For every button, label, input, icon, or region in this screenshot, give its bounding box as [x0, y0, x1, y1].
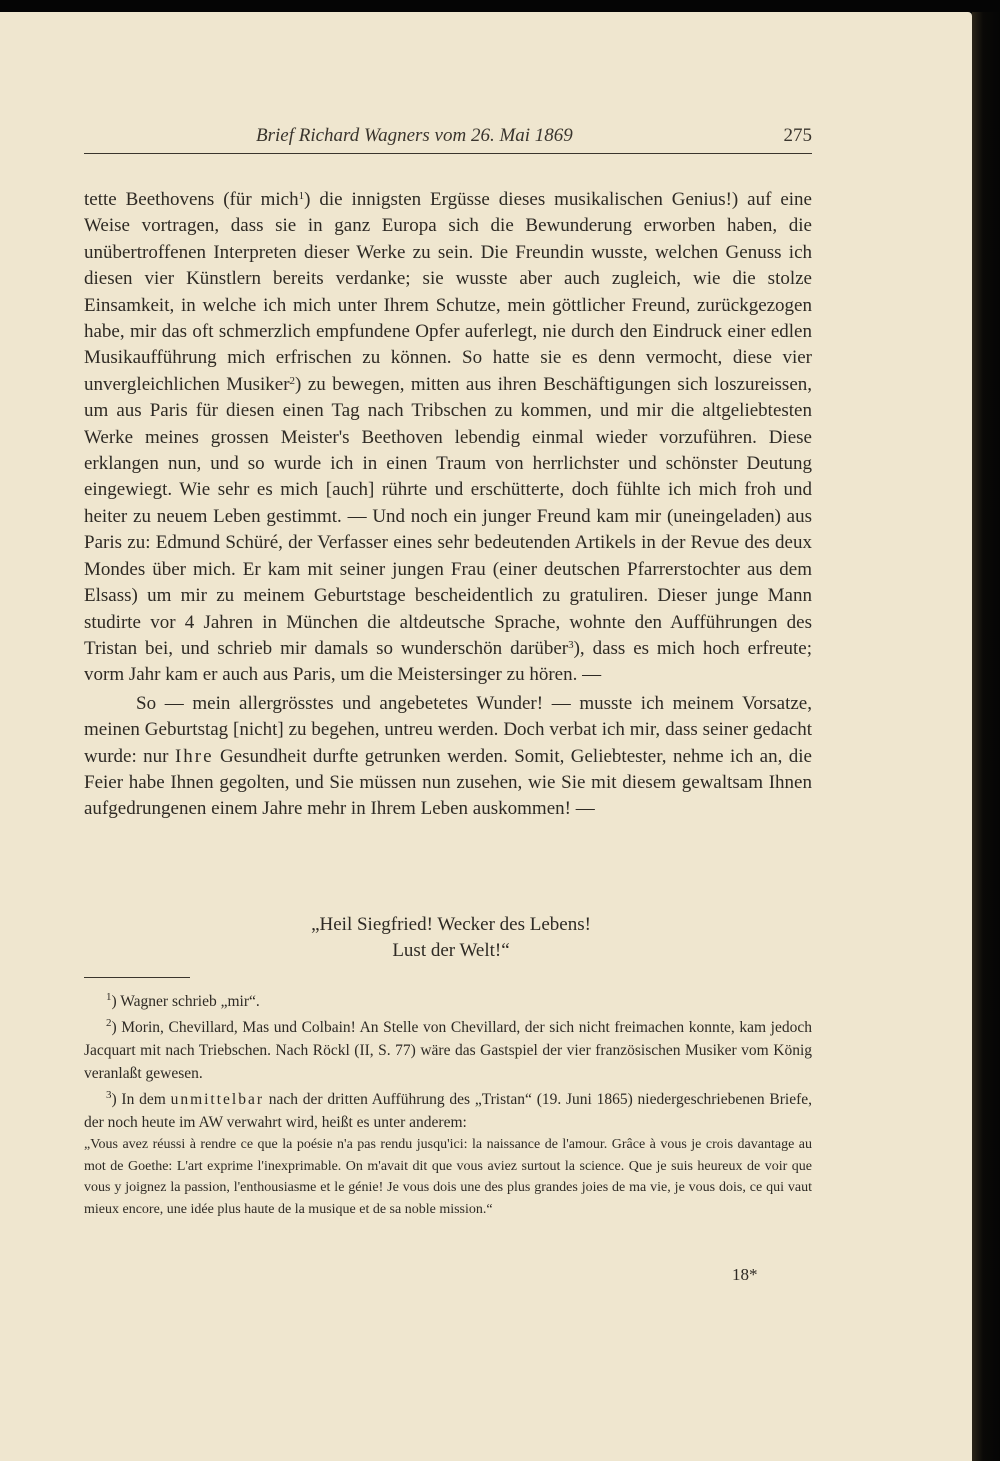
- paragraph-1-part-1: tette Beethovens (für mich: [84, 189, 299, 210]
- quote-line-1: „Heil Siegfried! Wecker des Lebens!: [311, 914, 591, 935]
- main-text: [84, 187, 812, 823]
- footnote-2-text: ) Morin, Chevillard, Mas und Colbain! An Stelle von Chevillard, der sich nicht freimachen konnte, kam jedoch Jacquart mit nach Triebschen. Nach Röckl (II, S. 77) wäre das Gastspiel der vier französischen Musiker vom König veranlaßt gewesen.: [84, 1019, 812, 1082]
- paragraph-2-part-2: Gesundheit durfte getrunken werden. Somit, Geliebtester, nehme ich an, die Feier habe Ihnen gegolten, und Sie müssen nun zusehen, wie Sie mit diesem gewaltsam Ihnen aufgedrungenen einem Jahre mehr in Ihrem Leben auskommen! —: [84, 745, 812, 820]
- footnote-1-marker: 1: [106, 991, 112, 1003]
- footnote-3-text-pre: ) In dem: [111, 1091, 171, 1108]
- running-title: Brief Richard Wagners vom 26. Mai 1869: [256, 125, 573, 146]
- footnote-3-marker: 3: [106, 1089, 112, 1101]
- running-header: [84, 121, 812, 154]
- emphasis-ihre: Ihre: [174, 745, 214, 767]
- footnote-3-french-quote: „Vous avez réussi à rendre ce que la poésie n'a pas rendu jusqu'ici: la naissance de l'amour. Grâce à vous je crois davantage au mot de Goethe: L'art exprime l'inexprimable. On m'avait dit que vous aviez surtout la science. Que je suis heureux de voir que vous y joignez la passion, l'enthousiasme et le génie! Je vous dois une des plus grandes joies de ma vie, je vous dois, ce qui vaut mieux encore, une idée plus haute de la musique et de sa noble mission.“: [84, 1137, 812, 1217]
- footnote-1: [84, 990, 812, 1013]
- paragraph-1: [84, 187, 812, 689]
- footnote-3-emphasis: unmittelbar: [170, 1091, 265, 1108]
- paragraph-1-part-3: ) zu bewegen, mitten aus ihren Beschäftigungen sich loszureissen, um aus Paris für diesen einen Tag nach Tribschen zu kommen, und mir die altgeliebtesten Werke meines grossen Meister's Beethoven lebendig einmal wieder vorzuführen. Diese erklangen nun, und so wurde ich in einen Traum von herrlichster und schönster Deutung eingewiegt. Wie sehr es mich [auch] rührte und erschütterte, doch fühlte ich mich froh und heiter zu neuem Leben gestimmt. — Und noch ein junger Freund kam mir (uneingeladen) aus Paris zu: Edmund Schüré, der Verfasser eines sehr bedeutenden Artikels in der Revue des deux Mondes über mich. Er kam mit seiner jungen Frau (einer deutschen Pfarrerstochter aus dem Elsass) um mir zu meinem Geburtstage bescheidentlich zu gratuliren. Dieser junge Mann studirte vor 4 Jahren in München die altdeutsche Sprache, wohnte den Aufführungen des Tristan bei, und schrieb mir damals so wunderschön darüber: [84, 373, 812, 659]
- footnotes: [84, 990, 812, 1220]
- footnote-divider: [84, 977, 190, 978]
- footnote-ref-2: 2: [289, 374, 296, 387]
- paragraph-1-part-2: ) die innigsten Ergüsse dieses musikalischen Genius!) auf eine Weise vortragen, dass sie in ganz Europa sich die Bewunderung erworben haben, die unübertroffenen Interpreten dieser Werke zu sein. Die Freundin wusste, welchen Genuss ich diesen vier Künstlern bereits verdanke; sie wusste aber auch zugleich, wie die stolze Einsamkeit, in welche ich mich unter Ihrem Schutze, mein göttlicher Freund, zurückgezogen habe, mir das oft schmerzlich empfundene Opfer auferlegt, nie durch den Eindruck einer edlen Musikaufführung mich erfrischen zu können. So hatte sie es denn vermocht, diese vier unvergleichlichen Musiker: [84, 189, 812, 395]
- verse-quote: [84, 912, 812, 964]
- footnote-2: [84, 1016, 812, 1085]
- quote-line-2: Lust der Welt!“: [392, 940, 510, 961]
- footnote-3: [84, 1088, 812, 1134]
- footnote-3-text-post: nach der dritten Aufführung des „Tristan“ (19. Juni 1865) niedergeschriebenen Briefe, der noch heute im AW verwahrt wird, heißt es unter anderem:: [84, 1091, 812, 1131]
- signature-mark: 18*: [732, 1265, 758, 1284]
- page-edge-shadow: [972, 12, 1000, 1461]
- footnote-1-text: ) Wagner schrieb „mir“.: [111, 993, 260, 1010]
- paragraph-2: [84, 691, 812, 823]
- paragraph-2-part-1: So — mein allergrösstes und angebetetes Wunder! — musste ich meinem Vorsatze, meinen Geburtstag [nicht] zu begehen, untreu werden. Doch verbat ich mir, dass seiner gedacht wurde: nur: [84, 692, 812, 767]
- footnote-ref-3: 3: [568, 638, 574, 651]
- paragraph-1-part-4: ), dass es mich hoch erfreute; vorm Jahr kam er auch aus Paris, um die Meistersinger zu hören. —: [84, 637, 812, 686]
- footnote-ref-1: 1: [298, 190, 305, 202]
- footnote-2-marker: 2: [106, 1017, 112, 1029]
- page-number: 275: [783, 125, 812, 146]
